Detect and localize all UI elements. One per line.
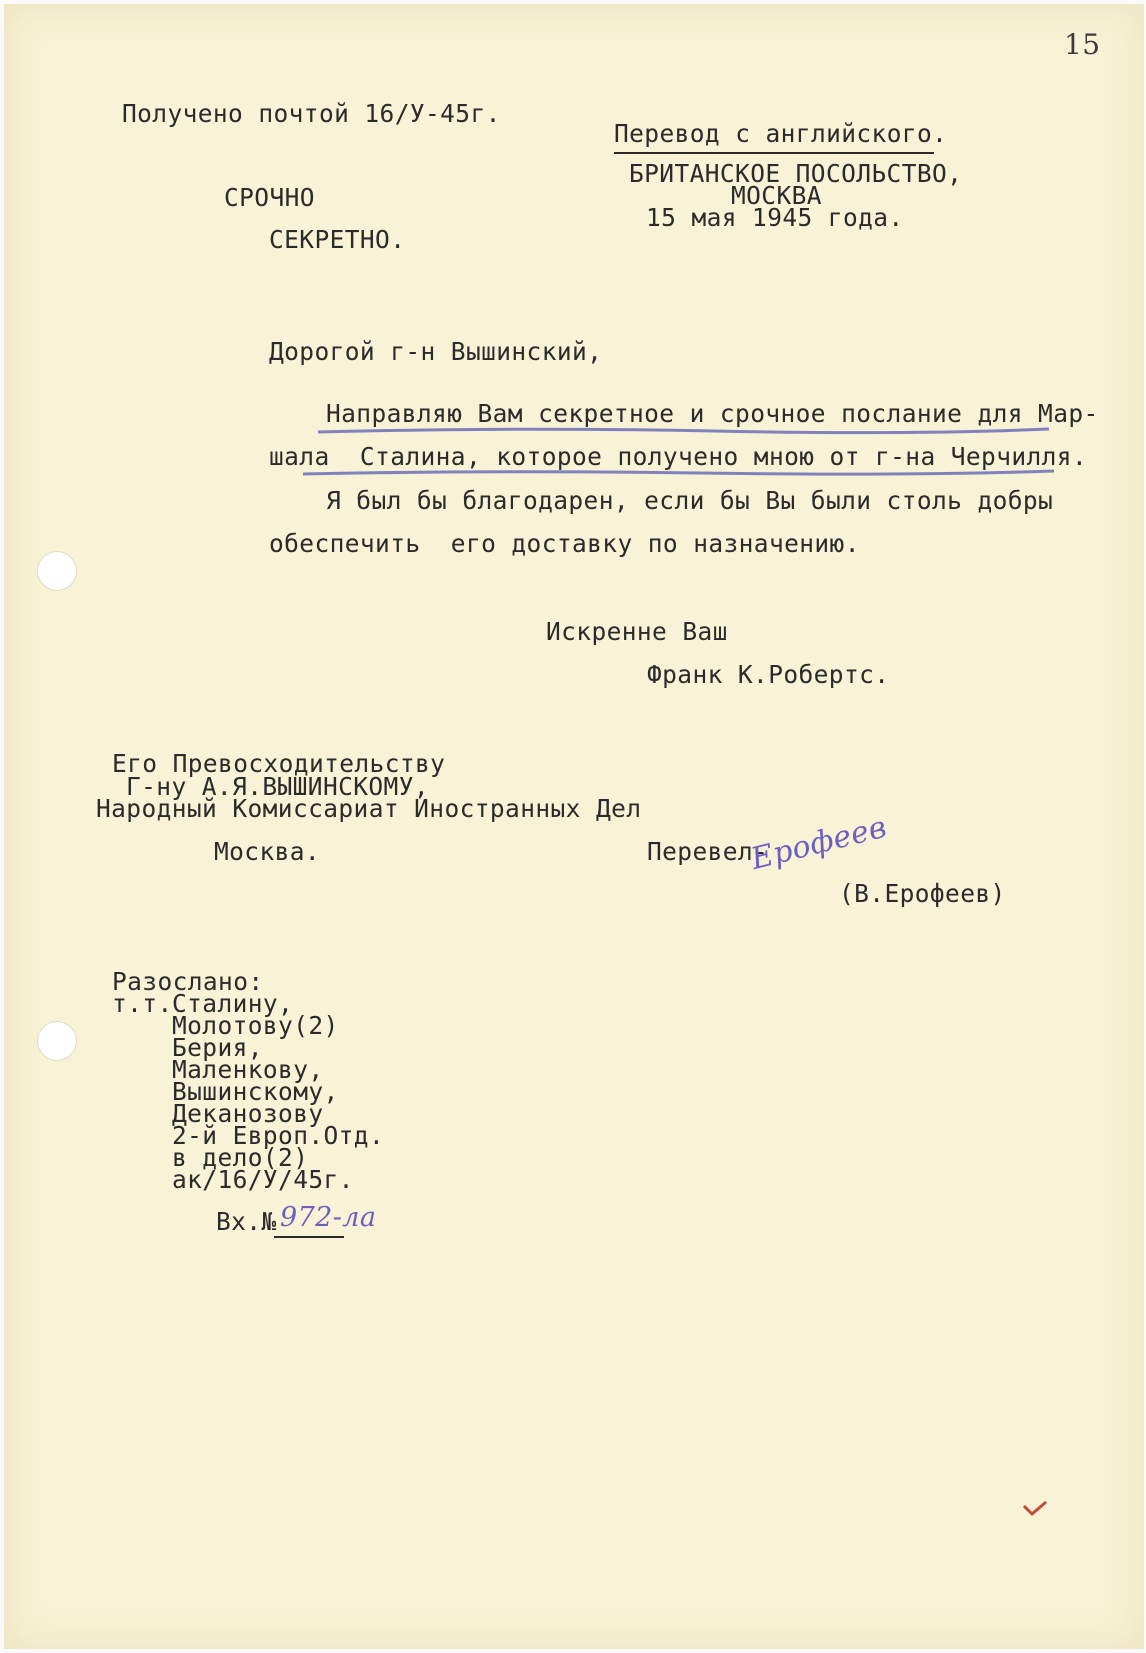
recipient-2nd-european-dept: 2-й Европ.Отд. <box>172 1121 385 1150</box>
recipient-beria: Берия, <box>172 1033 263 1062</box>
embassy-name: БРИТАНСКОЕ ПОСОЛЬСТВО, <box>629 159 963 188</box>
page-number: 15 <box>1064 28 1101 61</box>
incoming-label: Вх.№ <box>216 1207 277 1236</box>
received-note: Получено почтой 16/У-45г. <box>122 99 501 128</box>
body-line-2: шала Сталина, которое получено мною от г-на Черчилля. <box>269 442 1088 471</box>
recipient-vyshinsky: Вышинскому, <box>172 1077 339 1106</box>
body-line-3: Я был бы благодарен, если бы Вы были столь добры <box>326 486 1054 515</box>
recipient-dekanozov: Деканозову <box>172 1099 324 1128</box>
translator-handwritten-signature: Ерофеев <box>747 809 891 877</box>
secret-stamp: СЕКРЕТНО. <box>269 225 406 254</box>
body-line-4: обеспечить его доставку по назначению. <box>269 529 860 558</box>
recipient-file: в дело(2) <box>172 1143 309 1172</box>
urgent-stamp: СРОЧНО <box>224 183 315 212</box>
closing-phrase: Искренне Ваш <box>546 617 728 646</box>
translation-note: Перевод с английского. <box>614 119 948 148</box>
recipient-malenkov: Маленкову, <box>172 1055 324 1084</box>
translation-underline <box>614 152 934 154</box>
letter-date: 15 мая 1945 года. <box>646 203 904 232</box>
punch-hole-top <box>38 552 76 590</box>
distribution-title: Разослано: <box>112 967 264 996</box>
addressee-city: Москва. <box>214 837 321 866</box>
recipient-stalin: Сталину, <box>172 989 294 1018</box>
pencil-underline-1 <box>314 424 1054 438</box>
salutation: Дорогой г-н Вышинский, <box>269 337 603 366</box>
sender-signature: Франк К.Робертс. <box>647 660 890 689</box>
addressee-ministry: Народный Комиссариат Иностранных Дел <box>96 794 642 823</box>
incoming-number-underline <box>274 1236 344 1238</box>
distribution-prefix: т.т. <box>112 989 173 1018</box>
incoming-number: 972-ла <box>280 1202 377 1233</box>
translator-name: (В.Ерофеев) <box>839 879 1006 908</box>
typist-mark: ак/16/У/45г. <box>172 1165 354 1194</box>
recipient-molotov: Молотову(2) <box>172 1011 339 1040</box>
addressee-title: Его Превосходительству <box>112 749 446 778</box>
body-line-1: Направляю Вам секретное и срочное послание для Мар- <box>326 399 1099 428</box>
embassy-city: МОСКВА <box>731 181 822 210</box>
translator-label: Перевел- <box>647 837 769 866</box>
document-page <box>4 4 1144 1649</box>
red-tick-mark <box>1020 1498 1050 1520</box>
pencil-underline-2 <box>299 464 1059 480</box>
addressee-name: Г-ну А.Я.ВЫШИНСКОМУ, <box>126 772 430 801</box>
punch-hole-bottom <box>38 1022 76 1060</box>
